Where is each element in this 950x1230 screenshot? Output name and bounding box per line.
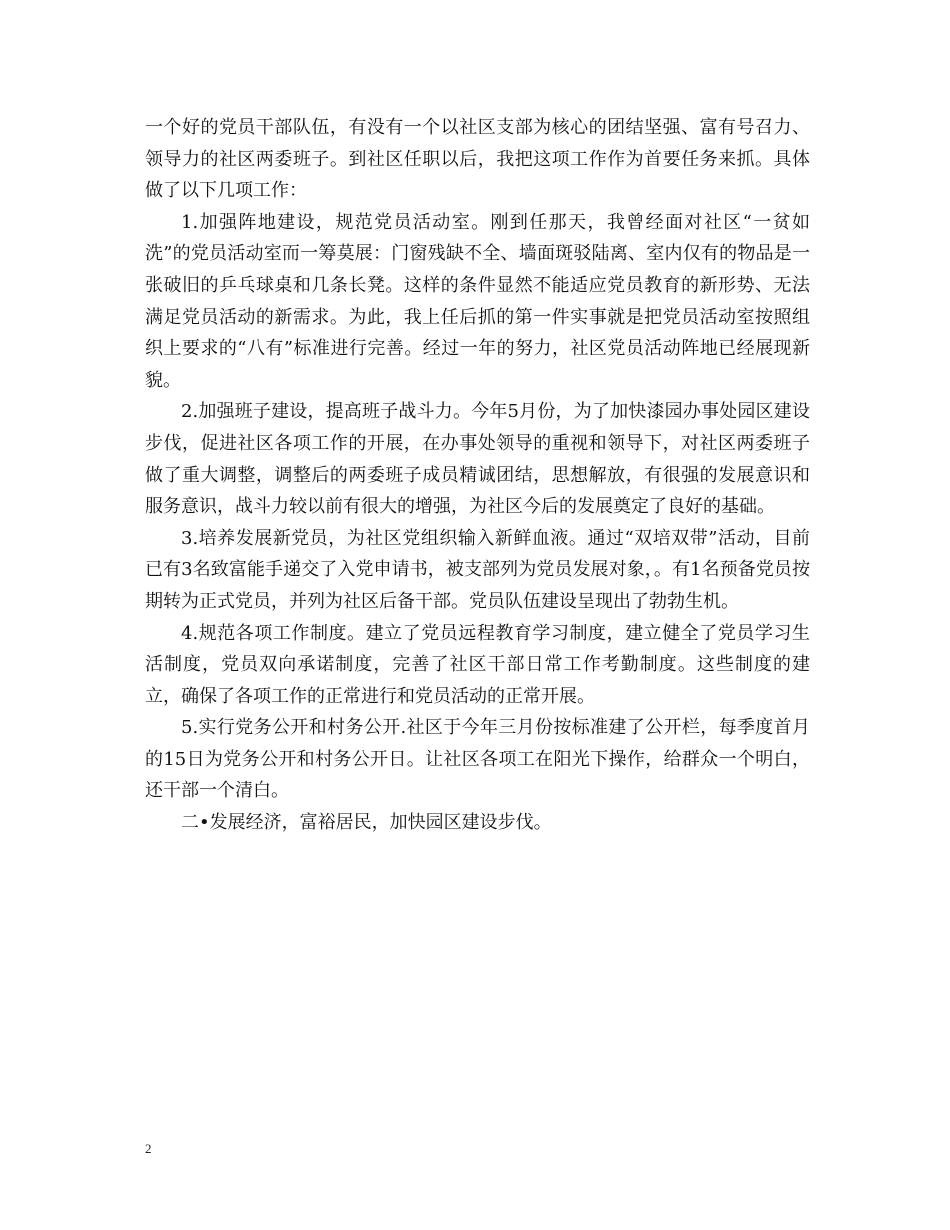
document-body (145, 112, 810, 839)
paragraph-item-4: 4.规范各项工作制度。建立了党员远程教育学习制度，建立健全了党员学习生活制度，党员双向承诺制度，完善了社区干部日常工作考勤制度。这些制度的建立，确保了各项工作的正常进行和党员活动的正常开展。 (145, 622, 810, 707)
page-number: 2 (145, 1141, 152, 1156)
paragraph-item-3: 3.培养发展新党员，为社区党组织输入新鲜血液。通过“双培双带”活动，目前已有3名致富能手递交了入党申请书，被支部列为党员发展对象，。有1名预备党员按期转为正式党员，并列为社区后备干部。党员队伍建设呈现出了勃勃生机。 (145, 527, 810, 612)
section-heading-two: 二•发展经济，富裕居民，加快园区建设步伐。 (181, 812, 552, 834)
paragraph-intro: 一个好的党员干部队伍，有没有一个以社区支部为核心的团结坚强、富有号召力、领导力的社区两委班子。到社区任职以后，我把这项工作作为首要任务来抓。具体做了以下几项工作： (145, 117, 810, 202)
paragraph-item-5: 5.实行党务公开和村务公开.社区于今年三月份按标准建了公开栏，每季度首月的15日为党务公开和村务公开日。让社区各项工在阳光下操作，给群众一个明白，还干部一个清白。 (145, 717, 810, 802)
paragraph-item-2: 2.加强班子建设，提高班子战斗力。今年5月份，为了加快漆园办事处园区建设步伐，促进社区各项工作的开展，在办事处领导的重视和领导下，对社区两委班子做了重大调整，调整后的两委班子成员精诚团结，思想解放，有很强的发展意识和服务意识，战斗力较以前有很大的增强，为社区今后的发展奠定了良好的基础。 (145, 401, 810, 518)
paragraph-item-1: 1.加强阵地建设，规范党员活动室。刚到任那天，我曾经面对社区“一贫如洗”的党员活动室而一筹莫展：门窗残缺不全、墙面斑驳陆离、室内仅有的物品是一张破旧的乒乓球桌和几条长凳。这样的条件显然不能适应党员教育的新形势、无法满足党员活动的新需求。为此，我上任后抓的第一件实事就是把党员活动室按照组织上要求的“八有”标准进行完善。经过一年的努力，社区党员活动阵地已经展现新貌。 (145, 211, 810, 391)
